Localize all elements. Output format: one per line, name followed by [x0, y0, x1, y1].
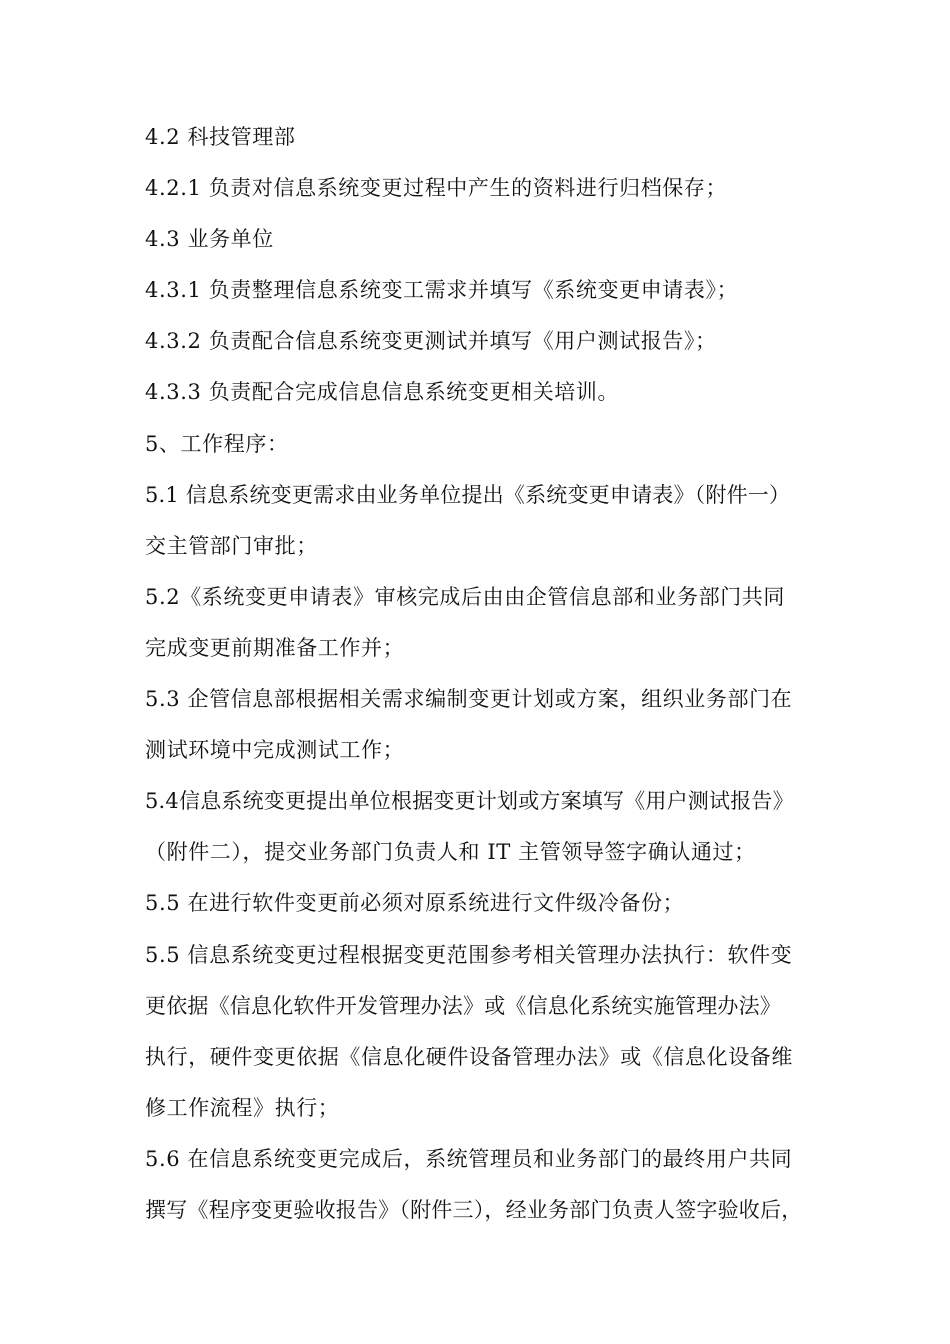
section-heading-4-3: 4.3 业务单位	[145, 227, 274, 252]
paragraph-4-3-3: 4.3.3 负责配合完成信息信息系统变更相关培训。	[145, 380, 620, 405]
paragraph-5-1-line-1: 5.1 信息系统变更需求由业务单位提出《系统变更申请表》（附件一）	[145, 482, 791, 507]
paragraph-5-6-line-1: 5.6 在信息系统变更完成后，系统管理员和业务部门的最终用户共同	[145, 1146, 793, 1171]
paragraph-5-5b-line-1: 5.5 信息系统变更过程根据变更范围参考相关管理办法执行：软件变	[145, 942, 793, 967]
paragraph-5-5b-line-2: 更依据《信息化软件开发管理办法》或《信息化系统实施管理办法》	[145, 993, 781, 1018]
document-body	[145, 112, 815, 1236]
paragraph-5-6-line-2: 撰写《程序变更验收报告》（附件三），经业务部门负责人签字验收后，	[145, 1197, 803, 1222]
section-heading-5: 5、工作程序：	[145, 431, 289, 456]
paragraph-5-2-line-2: 完成变更前期准备工作并；	[145, 635, 405, 660]
paragraph-4-2-1: 4.2.1 负责对信息系统变更过程中产生的资料进行归档保存；	[145, 176, 728, 201]
paragraph-4-3-1: 4.3.1 负责整理信息系统变工需求并填写《系统变更申请表》；	[145, 278, 739, 303]
paragraph-5-4-line-2: （附件二），提交业务部门负责人和 IT 主管领导签字确认通过；	[145, 840, 756, 865]
paragraph-5-3-line-1: 5.3 企管信息部根据相关需求编制变更计划或方案，组织业务部门在	[145, 687, 793, 712]
paragraph-5-5a: 5.5 在进行软件变更前必须对原系统进行文件级冷备份；	[145, 891, 685, 916]
paragraph-5-1-line-2: 交主管部门审批；	[145, 533, 318, 558]
section-heading-4-2: 4.2 科技管理部	[145, 125, 296, 149]
paragraph-5-3-line-2: 测试环境中完成测试工作；	[145, 738, 405, 763]
paragraph-5-4-line-1: 5.4信息系统变更提出单位根据变更计划或方案填写《用户测试报告》	[145, 789, 794, 814]
paragraph-5-5b-line-4: 修工作流程》执行；	[145, 1095, 340, 1120]
paragraph-5-5b-line-3: 执行，硬件变更依据《信息化硬件设备管理办法》或《信息化设备维	[145, 1044, 793, 1069]
paragraph-5-2-line-1: 5.2《系统变更申请表》审核完成后由由企管信息部和业务部门共同	[145, 584, 785, 609]
paragraph-4-3-2: 4.3.2 负责配合信息系统变更测试并填写《用户测试报告》；	[145, 329, 717, 354]
